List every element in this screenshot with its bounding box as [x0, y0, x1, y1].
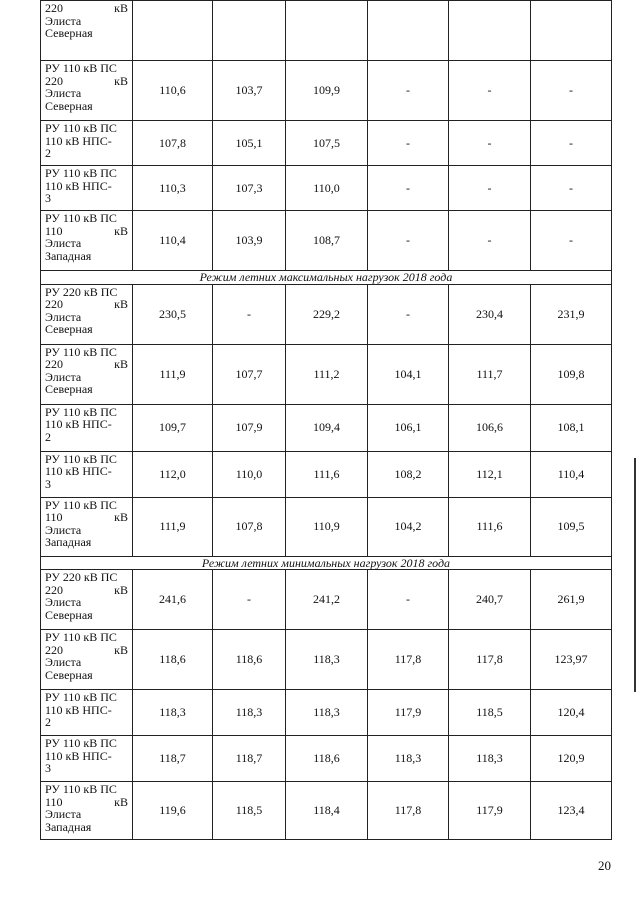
table-row — [41, 284, 612, 344]
value-cell: 111,7 — [449, 344, 531, 404]
value-cell: 111,9 — [133, 497, 213, 556]
name-line — [45, 100, 132, 113]
value-cell: 109,7 — [133, 404, 213, 451]
value-cell: 108,7 — [286, 211, 368, 271]
name-line — [45, 418, 132, 431]
value-cell: 107,8 — [213, 497, 286, 556]
value-cell: 110,3 — [133, 166, 213, 211]
value-cell: 118,3 — [368, 736, 449, 782]
value-cell: 117,9 — [368, 690, 449, 736]
value-cell — [133, 1, 213, 61]
value-cell: - — [449, 166, 531, 211]
name-word: Элиста — [45, 522, 82, 537]
page-number: 20 — [598, 858, 611, 873]
value-cell: - — [449, 61, 531, 121]
value-cell: 103,7 — [213, 61, 286, 121]
value-cell: - — [213, 284, 286, 344]
value-cell: - — [531, 121, 612, 166]
name-word: Северная — [45, 322, 93, 336]
table-row — [41, 451, 612, 497]
name-line — [45, 571, 132, 584]
value-cell: 105,1 — [213, 121, 286, 166]
name-word: 220 — [45, 582, 63, 597]
table-row — [41, 1, 612, 61]
name-line — [45, 465, 132, 478]
value-cell: 110,6 — [133, 61, 213, 121]
name-word: РУ 110 кВ ПС — [45, 497, 117, 512]
substation-name-cell — [41, 344, 133, 404]
name-word: РУ 110 кВ ПС — [45, 690, 117, 704]
table-row — [41, 690, 612, 736]
name-word: Элиста — [45, 236, 82, 250]
value-cell: - — [449, 211, 531, 271]
substation-name-cell — [41, 630, 133, 690]
value-cell: 118,4 — [286, 782, 368, 840]
name-word: РУ 110 кВ ПС — [45, 344, 117, 359]
name-word: Западная — [45, 248, 92, 263]
name-word: Элиста — [45, 13, 82, 28]
value-cell — [286, 1, 368, 61]
value-cell: 118,3 — [213, 690, 286, 736]
name-line — [45, 383, 132, 396]
name-line — [45, 62, 132, 75]
value-cell: 110,0 — [286, 166, 368, 211]
name-word: 2 — [45, 429, 51, 444]
name-line — [45, 27, 132, 40]
name-word: кВ — [114, 1, 128, 15]
name-word: 110 кВ НПС- — [45, 702, 112, 717]
value-cell: 118,6 — [213, 630, 286, 690]
name-word: 220 — [45, 297, 63, 311]
name-line — [45, 669, 132, 682]
value-cell: 118,6 — [286, 736, 368, 782]
substation-name-cell — [41, 497, 133, 556]
value-cell: 118,6 — [133, 630, 213, 690]
name-word: 220 — [45, 73, 63, 88]
name-line — [45, 323, 132, 336]
value-cell: 109,8 — [531, 344, 612, 404]
section-header-row — [41, 271, 612, 285]
value-cell: 108,2 — [368, 451, 449, 497]
value-cell: 107,7 — [213, 344, 286, 404]
value-cell: 106,6 — [449, 404, 531, 451]
value-cell: 118,3 — [286, 690, 368, 736]
value-cell: 117,8 — [449, 630, 531, 690]
table-row — [41, 404, 612, 451]
table-row — [41, 782, 612, 840]
value-cell: 111,9 — [133, 344, 213, 404]
value-cell: 109,4 — [286, 404, 368, 451]
name-word: 3 — [45, 476, 51, 491]
name-word: 110 — [45, 223, 63, 238]
value-cell: 118,3 — [133, 690, 213, 736]
name-line — [45, 212, 132, 225]
value-cell: - — [368, 211, 449, 271]
value-cell: 118,3 — [286, 630, 368, 690]
value-cell: 118,5 — [449, 690, 531, 736]
name-word: Северная — [45, 667, 93, 682]
value-cell: 111,2 — [286, 344, 368, 404]
value-cell: 261,9 — [531, 570, 612, 630]
name-word: РУ 110 кВ ПС — [45, 630, 117, 644]
name-word: Северная — [45, 98, 93, 113]
name-word: кВ — [114, 223, 128, 238]
name-word: РУ 220 кВ ПС — [45, 284, 118, 299]
name-word: кВ — [114, 73, 128, 88]
name-line — [45, 478, 132, 491]
substation-name-cell — [41, 736, 133, 782]
value-cell: 117,8 — [368, 630, 449, 690]
name-word: 110 кВ НПС- — [45, 748, 112, 763]
name-word: РУ 110 кВ ПС — [45, 404, 117, 419]
table-row — [41, 630, 612, 690]
name-line — [45, 704, 132, 717]
name-word: кВ — [114, 357, 128, 371]
value-cell: 231,9 — [531, 284, 612, 344]
value-cell: 110,4 — [133, 211, 213, 271]
value-cell: - — [531, 166, 612, 211]
name-word: 3 — [45, 761, 51, 775]
name-word: 220 — [45, 1, 63, 15]
name-word: кВ — [114, 642, 128, 657]
name-word: Западная — [45, 535, 92, 549]
name-word: 110 кВ НПС- — [45, 417, 112, 431]
name-word: кВ — [114, 297, 128, 311]
name-word: РУ 110 кВ ПС — [45, 211, 117, 225]
substation-name-cell — [41, 1, 133, 61]
name-word: Северная — [45, 382, 93, 396]
name-word: 2 — [45, 715, 51, 729]
name-word: 3 — [45, 191, 51, 205]
value-cell: 110,9 — [286, 497, 368, 556]
table-row — [41, 61, 612, 121]
name-word: кВ — [114, 794, 128, 809]
value-cell: - — [213, 570, 286, 630]
value-cell: 119,6 — [133, 782, 213, 840]
section-title: Режим летних максимальных нагрузок 2018 года — [41, 271, 612, 285]
voltage-table — [40, 0, 612, 840]
name-word: РУ 110 кВ ПС — [45, 61, 117, 75]
name-word: Элиста — [45, 86, 82, 100]
value-cell: 112,1 — [449, 451, 531, 497]
name-word: Северная — [45, 607, 93, 622]
name-word: РУ 110 кВ ПС — [45, 451, 117, 466]
value-cell: 241,2 — [286, 570, 368, 630]
name-line — [45, 536, 132, 549]
name-word: Элиста — [45, 655, 82, 669]
value-cell: - — [449, 121, 531, 166]
value-cell: - — [368, 284, 449, 344]
value-cell: 109,9 — [286, 61, 368, 121]
value-cell: 111,6 — [449, 497, 531, 556]
name-word: РУ 110 кВ ПС — [45, 782, 117, 796]
name-line — [45, 631, 132, 644]
value-cell: 107,9 — [213, 404, 286, 451]
name-word: 2 — [45, 146, 51, 160]
table-row — [41, 166, 612, 211]
name-word: 110 кВ НПС- — [45, 133, 112, 148]
value-cell: - — [368, 570, 449, 630]
name-word: РУ 110 кВ ПС — [45, 166, 117, 180]
value-cell: 123,4 — [531, 782, 612, 840]
substation-name-cell — [41, 166, 133, 211]
value-cell: - — [368, 121, 449, 166]
substation-name-cell — [41, 284, 133, 344]
value-cell: 118,5 — [213, 782, 286, 840]
scan-edge-mark — [634, 458, 636, 692]
value-cell: 110,0 — [213, 451, 286, 497]
value-cell: 112,0 — [133, 451, 213, 497]
value-cell: 107,3 — [213, 166, 286, 211]
substation-name-cell — [41, 782, 133, 840]
substation-name-cell — [41, 121, 133, 166]
name-line — [45, 250, 132, 263]
name-word: Элиста — [45, 309, 82, 324]
value-cell: 241,6 — [133, 570, 213, 630]
value-cell: 118,3 — [449, 736, 531, 782]
value-cell: 123,97 — [531, 630, 612, 690]
value-cell: 104,2 — [368, 497, 449, 556]
table-row — [41, 497, 612, 556]
value-cell: 111,6 — [286, 451, 368, 497]
name-word: 110 — [45, 794, 63, 809]
value-cell: - — [531, 211, 612, 271]
value-cell: 109,5 — [531, 497, 612, 556]
name-word: Элиста — [45, 807, 82, 821]
value-cell: 230,4 — [449, 284, 531, 344]
value-cell: 108,1 — [531, 404, 612, 451]
name-line — [45, 783, 132, 796]
table-row — [41, 344, 612, 404]
substation-name-cell — [41, 404, 133, 451]
value-cell: 120,9 — [531, 736, 612, 782]
value-cell: - — [368, 61, 449, 121]
value-cell: - — [368, 166, 449, 211]
value-cell: 117,9 — [449, 782, 531, 840]
value-cell: 120,4 — [531, 690, 612, 736]
name-word: РУ 110 кВ ПС — [45, 736, 117, 750]
name-line — [45, 762, 132, 775]
substation-name-cell — [41, 211, 133, 271]
name-line — [45, 431, 132, 444]
name-word: 110 — [45, 510, 63, 524]
value-cell: 118,7 — [133, 736, 213, 782]
name-line — [45, 135, 132, 148]
name-line — [45, 750, 132, 763]
value-cell: 240,7 — [449, 570, 531, 630]
name-word: 220 — [45, 642, 63, 657]
value-cell: 118,7 — [213, 736, 286, 782]
name-word: Элиста — [45, 595, 82, 609]
value-cell — [449, 1, 531, 61]
value-cell — [368, 1, 449, 61]
name-word: Западная — [45, 819, 92, 834]
section-header-row — [41, 556, 612, 570]
value-cell: 103,9 — [213, 211, 286, 271]
substation-name-cell — [41, 690, 133, 736]
value-cell: 107,5 — [286, 121, 368, 166]
table-row — [41, 121, 612, 166]
value-cell: - — [531, 61, 612, 121]
value-cell — [531, 1, 612, 61]
value-cell: 110,4 — [531, 451, 612, 497]
name-line — [45, 609, 132, 622]
name-word: 110 кВ НПС- — [45, 178, 112, 193]
name-word: РУ 110 кВ ПС — [45, 121, 117, 135]
value-cell: 117,8 — [368, 782, 449, 840]
name-word: Северная — [45, 26, 93, 40]
name-word: РУ 220 кВ ПС — [45, 570, 118, 584]
name-line — [45, 180, 132, 193]
value-cell: 107,8 — [133, 121, 213, 166]
name-line — [45, 192, 132, 205]
table-row — [41, 736, 612, 782]
substation-name-cell — [41, 570, 133, 630]
substation-name-cell — [41, 61, 133, 121]
table-row — [41, 570, 612, 630]
name-word: кВ — [114, 510, 128, 524]
name-word: кВ — [114, 582, 128, 597]
name-word: 220 — [45, 357, 63, 371]
table-row — [41, 211, 612, 271]
value-cell: 104,1 — [368, 344, 449, 404]
name-line — [45, 716, 132, 729]
value-cell: 229,2 — [286, 284, 368, 344]
substation-name-cell — [41, 451, 133, 497]
name-word: 110 кВ НПС- — [45, 464, 112, 478]
section-title: Режим летних минимальных нагрузок 2018 года — [41, 556, 612, 570]
table-body — [41, 1, 612, 840]
name-line — [45, 821, 132, 834]
value-cell — [213, 1, 286, 61]
name-word: Элиста — [45, 369, 82, 384]
value-cell: 230,5 — [133, 284, 213, 344]
name-line — [45, 147, 132, 160]
value-cell: 106,1 — [368, 404, 449, 451]
